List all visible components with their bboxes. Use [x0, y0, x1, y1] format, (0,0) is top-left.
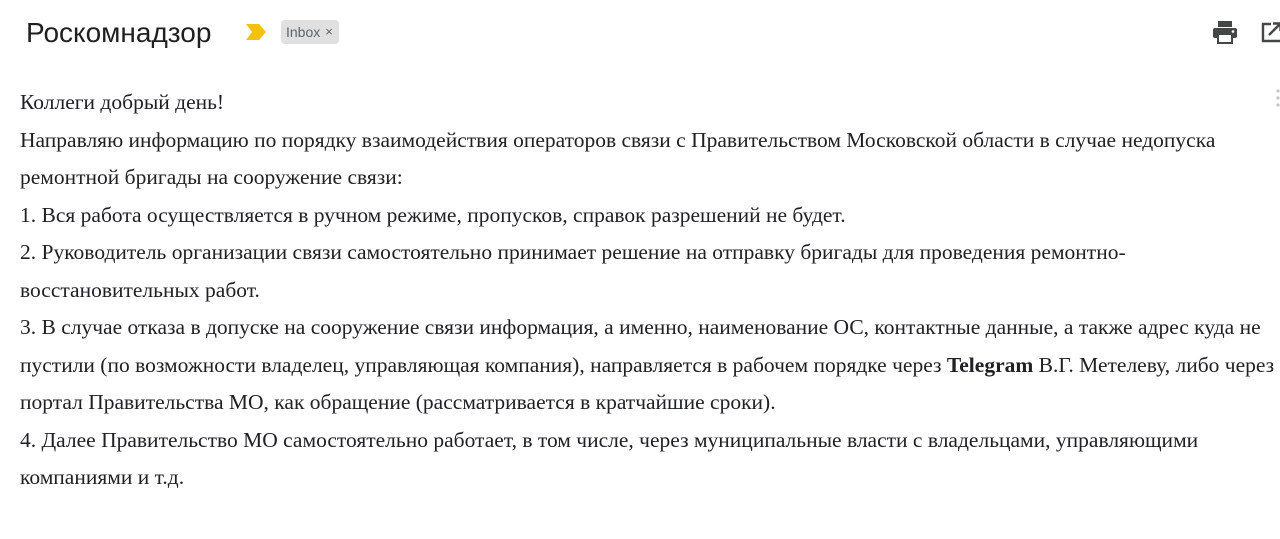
item-3: [20, 309, 1278, 422]
telegram-bold-text: Telegram: [946, 352, 1034, 377]
label-text: Inbox: [286, 24, 321, 40]
email-body: [20, 84, 1278, 497]
importance-marker-icon[interactable]: [245, 23, 267, 41]
open-in-new-window-icon[interactable]: [1260, 20, 1280, 44]
print-icon[interactable]: [1212, 20, 1238, 44]
email-subject: Роскомнадзор: [26, 17, 212, 48]
intro-paragraph: Направляю информацию по порядку взаимодействия операторов связи с Правительством Московской области в случае недопуска ремонтной бригады на сооружение связи:: [20, 127, 1216, 189]
item-3-text-after: В.Г. Метелеву, либо через портал Правительства МО, как обращение (рассматривается в кратчайшие сроки).: [20, 352, 1275, 414]
item-1: 1. Вся работа осуществляется в ручном режиме, пропусков, справок разрешений не будет.: [20, 202, 846, 227]
item-2: 2. Руководитель организации связи самостоятельно принимает решение на отправку бригады для проведения ремонтно-восстановительных работ.: [20, 240, 1126, 302]
greeting-line: Коллеги добрый день!: [20, 90, 225, 114]
inbox-label-chip: [281, 20, 339, 44]
item-4: 4. Далее Правительство МО самостоятельно работает, в том числе, через муниципальные власти с владельцами, управляющими компаниями и т.д.: [20, 427, 1199, 489]
item-3-text-before: 3. В случае отказа в допуске на сооружение связи информация, а именно, наименование ОС, контактные данные, а также адрес куда не пустили (по возможности владелец, управляющая компания), направляется в рабочем порядке через: [20, 315, 1261, 377]
remove-label-icon[interactable]: ×: [325, 24, 333, 39]
email-header: [0, 0, 1280, 70]
